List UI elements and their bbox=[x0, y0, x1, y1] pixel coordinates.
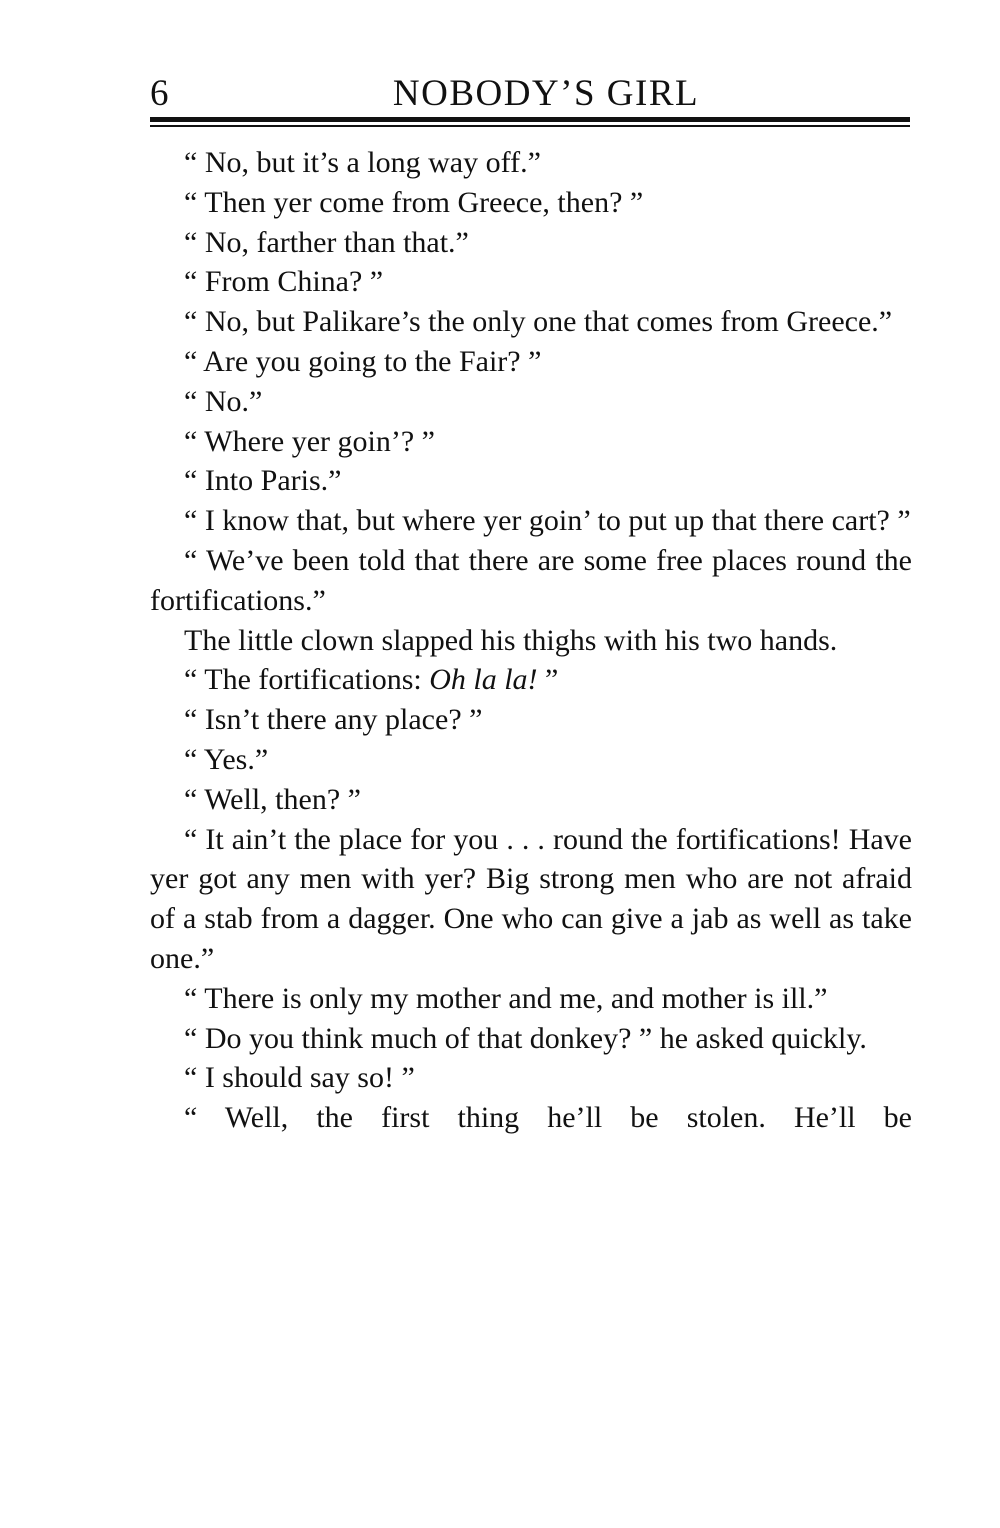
header-rule-thick bbox=[150, 117, 910, 122]
paragraph: “ No.” bbox=[184, 384, 263, 418]
paragraph: “ No, but Palikare’s the only one that comes from Greece.” bbox=[184, 305, 893, 339]
paragraph: “ We’ve been told that there are some free places round the fortifications.” bbox=[150, 543, 912, 617]
paragraph: “ Into Paris.” bbox=[184, 464, 342, 498]
paragraph-with-italic bbox=[150, 660, 912, 700]
paragraph: “ I know that, but where yer goin’ to put up that there cart? ” bbox=[184, 504, 911, 538]
running-title: NOBODY’S GIRL bbox=[392, 73, 700, 114]
paragraph: “ It ain’t the place for you . . . round the fortifications! Have yer got any men with yer? Big strong men who are not afraid of a stab from a dagger. One who can give a jab as well as take one.” bbox=[150, 822, 912, 975]
paragraph: “ No, but it’s a long way off.” bbox=[184, 146, 541, 179]
paragraph: “ Well, the first thing he’ll be stolen. He’ll be bbox=[184, 1101, 912, 1135]
header-rule-thin bbox=[150, 125, 910, 127]
paragraph: “ Isn’t there any place? ” bbox=[184, 703, 483, 737]
paragraph: “ Then yer come from Greece, then? ” bbox=[184, 185, 644, 219]
paragraph: “ Where yer goin’? ” bbox=[184, 424, 435, 458]
body-text bbox=[150, 143, 912, 1138]
paragraph: “ I should say so! ” bbox=[184, 1061, 415, 1095]
text-span: ” bbox=[537, 663, 559, 697]
paragraph: “ Do you think much of that donkey? ” he asked quickly. bbox=[184, 1021, 867, 1055]
paragraph: “ No, farther than that.” bbox=[184, 225, 469, 259]
page-header bbox=[150, 64, 912, 114]
text-span: “ The fortifications: bbox=[184, 663, 430, 697]
page-number: 6 bbox=[150, 73, 169, 114]
paragraph: “ From China? ” bbox=[184, 265, 384, 299]
paragraph: “ Are you going to the Fair? ” bbox=[184, 344, 542, 378]
paragraph: The little clown slapped his thighs with his two hands. bbox=[184, 623, 838, 657]
paragraph: “ Well, then? ” bbox=[184, 782, 361, 816]
paragraph: “ Yes.” bbox=[184, 742, 269, 776]
italic-text: Oh la la! bbox=[429, 663, 538, 697]
paragraph: “ There is only my mother and me, and mother is ill.” bbox=[184, 981, 828, 1015]
